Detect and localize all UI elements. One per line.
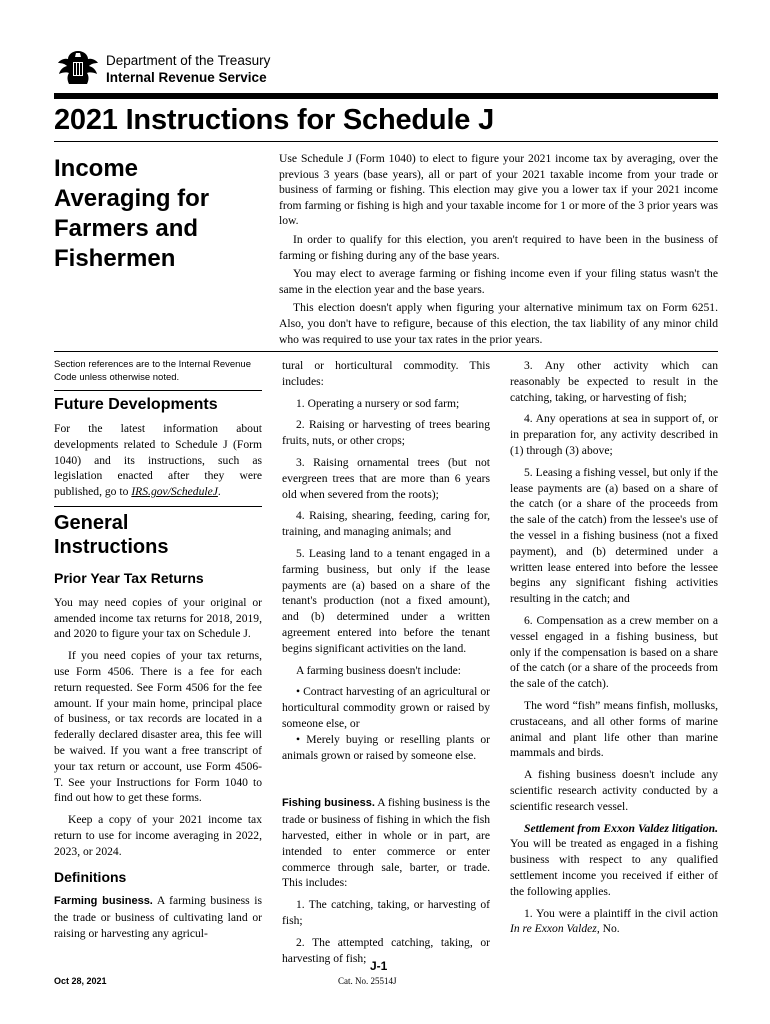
bullet-item: • Merely buying or reselling plants or animals grown or raised by someone else. [282,732,490,762]
agency-name: Internal Revenue Service [106,70,267,85]
bullet-item: • Contract harvesting of an agricultural or horticultural commodity grown or raised by someone else, or [282,685,490,730]
prior-paragraph: You may need copies of your original or amended income tax returns for 2018, 2019, and 2020 to figure your tax on Schedule J. [54,595,262,641]
column-2 [282,358,490,972]
prior-paragraph: If you need copies of your tax returns, use Form 4506. There is a fee for each return requested. See Form 4506 for the fee amount. If your main home, principal place of business, or tax records are located in a federally declared disaster area, this fee will be waived. If you want a free transcript of your tax return or account, use Form 4506-T. See your Instructions for Form 1040 to find out how to get these forms. [54,649,262,805]
general-instructions-heading [54,511,262,559]
column-1 [54,358,262,948]
document-title: 2021 Instructions for Schedule J [54,104,495,136]
list-item: 2. Raising or harvesting of trees bearing fruits, nuts, or other crops; [282,418,490,448]
future-text: For the latest information about developments related to Schedule J (Form 1040) and its instructions, such as legislation enacted after they were published, go to [54,422,262,499]
list-item: 5. Leasing a fishing vessel, but only if the lease payments are (a) based on a share of the catch (or a share of the proceeds from the sale of the catch) from the lessee's use of the vessel in a fishing business (not a fixed payment), and (b) determined under a written lease entered into before the lessee begins any significant fishing activities resulting in the catch; and [510,465,718,606]
list-item: 3. Raising ornamental trees (but not evergreen trees that are more than 6 years old when severed from the roots); [282,455,490,501]
exxon-label: Settlement from Exxon Valdez litigation. [524,821,718,835]
list-item: 6. Compensation as a crew member on a vessel engaged in a fishing business, but only if the compensation is based on a share of the catch (or a share of the proceeds from the sale of the catch). [510,613,718,691]
agency-block [106,52,270,86]
exxon-item-b: No. [602,922,620,936]
side-heading-line: Income [54,155,139,182]
section-references-note: Section references are to the Internal Revenue Code unless otherwise noted. [54,359,251,383]
exclusion-intro: A farming business doesn't include: [296,663,462,677]
list-item: 4. Any operations at sea in support of, or in preparation for, any activity described in (1) through (3) above; [510,412,718,457]
exxon-text: You will be treated as engaged in a fishing business with respect to any qualified settlement income you received if either of the following applies. [510,837,718,898]
general-heading-line: General [54,511,129,534]
future-developments-heading: Future Developments [54,396,218,413]
page-number: J-1 [370,959,388,973]
farming-continued: tural or horticultural commodity. This includes: [282,359,490,388]
list-item: 1. Operating a nursery or sod farm; [296,396,460,410]
department-name: Department of the Treasury [106,53,271,68]
case-name: In re Exxon Valdez, [510,922,600,936]
prior-paragraph: Keep a copy of your 2021 income tax return to use for income averaging in 2022, 2023, or 2024. [54,813,262,858]
column-rule [54,390,262,391]
intro-text [279,151,718,350]
schedulej-link[interactable]: IRS.gov/ScheduleJ [131,485,218,499]
farming-label: Farming business. [54,895,153,908]
irs-eagle-logo-icon [54,48,102,88]
side-heading-line: Averaging for [54,185,210,212]
column-rule [54,506,262,507]
list-item: 3. Any other activity which can reasonably be expected to result in the catching, taking, or harvesting of fish; [510,359,718,404]
fishing-text: A fishing business is the trade or business of fishing in which the fish harvested, either in whole or in part, are intended to enter commerce or enter commerce through sale, barter, or trade. This includes: [282,796,490,890]
intro-paragraph: Use Schedule J (Form 1040) to elect to figure your 2021 income tax by averaging, over the previous 3 years (base years), all or part of your 2021 taxable income from your trade or business of farming or fishing. This election may give you a lower tax if your 2021 income from farming or fishing is high and your taxable income for 1 or more of the 3 prior years was low. [279,152,718,228]
intro-paragraph: In order to qualify for this election, you aren't required to have been in the business of farming or fishing during any of the base years. [279,232,718,262]
prior-year-heading: Prior Year Tax Returns [54,569,204,586]
definitions-heading: Definitions [54,868,127,885]
farming-text: A farming business is the trade or business of cultivating land or raising or harvesting any agricul- [54,894,262,940]
side-heading-line: Farmers and [54,215,199,242]
exxon-item-a: 1. You were a plaintiff in the civil action [524,906,718,920]
section-rule [54,351,718,352]
fish-definition: The word “fish” means finfish, mollusks, crustaceans, and all other forms of marine animal and plant life other than marine mammals and birds. [510,698,718,760]
list-item: 1. The catching, taking, or harvesting of fish; [282,898,490,927]
future-end: . [217,485,221,499]
side-heading-line: Fishermen [54,245,176,272]
revision-date: Oct 28, 2021 [54,976,107,986]
fishing-label: Fishing business. [282,797,375,810]
list-item [510,906,718,938]
list-item: 5. Leasing land to a tenant engaged in a farming business, but only if the lease payments are (a) based on a share of the tenant's production (not a fixed amount), and (b) determined under a written agreement entered into before the tenant begins significant activities on the land. [282,546,490,655]
future-developments-text [54,421,262,500]
general-heading-line: Instructions [54,535,169,558]
intro-paragraph: You may elect to average farming or fishing income even if your filing status wasn't the same in the election year and the base years. [279,267,718,296]
side-heading [54,154,254,274]
column-3 [510,358,718,943]
farming-business-definition [54,893,262,941]
intro-paragraph: This election doesn't apply when figuring your alternative minimum tax on Form 6251. Also, you don't have to refigure, because of this election, the tax liability of any minor child who was required to use your tax rates in the prior years. [279,301,718,346]
research-exclusion: A fishing business doesn't include any scientific research activity conducted by a scientific research vessel. [510,768,718,813]
catalog-number: Cat. No. 25514J [338,976,397,986]
exxon-settlement [510,821,718,900]
list-item: 2. The attempted catching, taking, or harvesting of fish; [282,935,490,965]
list-item: 4. Raising, shearing, feeding, caring for, training, and managing animals; and [282,509,490,539]
fishing-business-definition [282,795,490,891]
title-rule [54,141,718,142]
header-rule [54,93,718,99]
